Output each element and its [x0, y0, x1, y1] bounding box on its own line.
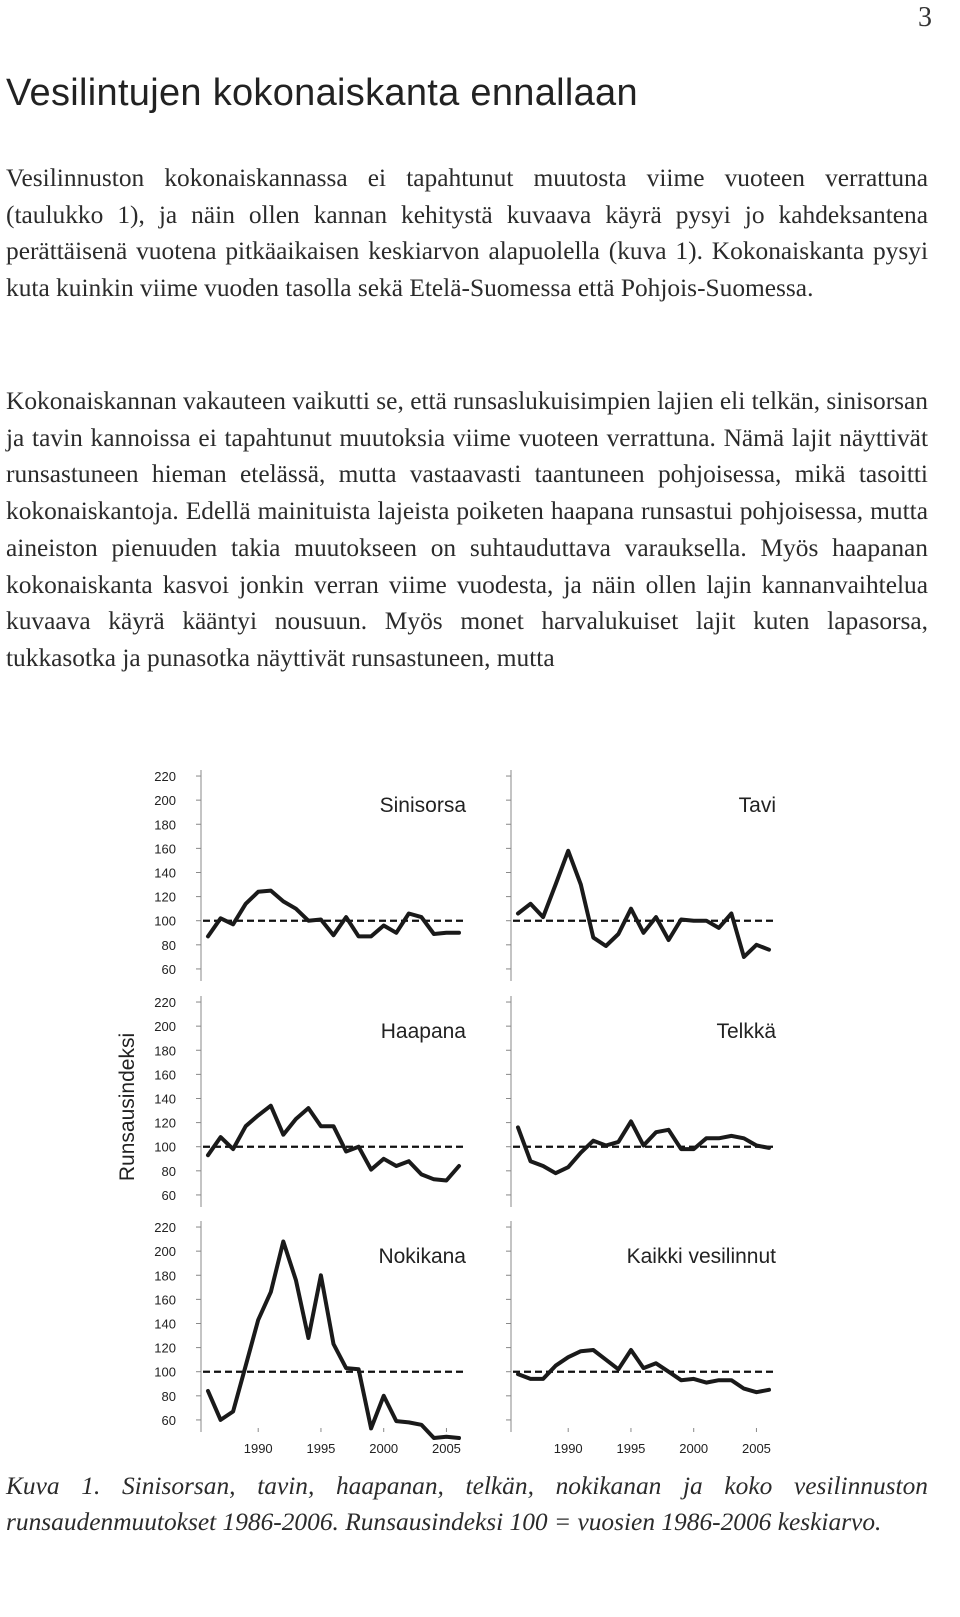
- body-paragraph-2: Kokonaiskannan vakauteen vaikutti se, että runsaslukuisimpien lajien eli telkän, sinisorsan ja tavin kannoissa ei tapahtunut muutoksia viime vuoteen verrattuna. Nämä lajit näyttivät runsastuneen hieman etelässä, mutta vastaavasti taantuneen pohjoisessa, mikä tasoitti kokonaiskantoja. Edellä mainituista lajeista poiketen haapana runsastui pohjoisessa, mutta aineiston pienuuden takia muutokseen on suhtauduttava varauksella. Myös haapanan kokonaiskanta kasvoi jonkin verran viime vuodesta, ja näin ollen lajin kannanvaihtelua kuvaava käyrä kääntyi nousuun. Myös monet harvalukuiset lajit kuten lapasorsa, tukkasotka ja punasotka näyttivät runsastuneen, mutta: [6, 387, 928, 672]
- series-line-nokikana: [208, 1242, 459, 1439]
- series-line-kaikki-vesilinnut: [518, 1350, 769, 1392]
- y-tick-label: 220: [154, 769, 176, 785]
- y-tick-label: 60: [161, 1187, 176, 1203]
- y-tick-label: 140: [154, 865, 176, 881]
- x-tick-label: 2000: [369, 1441, 399, 1456]
- panel-title-tavi: Tavi: [738, 794, 776, 817]
- y-tick-label: 80: [161, 937, 176, 953]
- x-tick-label: 2005: [741, 1441, 771, 1456]
- y-tick-label: 140: [154, 1091, 176, 1107]
- x-tick-label: 2005: [431, 1441, 461, 1456]
- y-tick-label: 180: [154, 1043, 176, 1059]
- y-tick-label: 200: [154, 1019, 176, 1035]
- page-number: 3: [918, 2, 932, 33]
- y-tick-label: 160: [154, 841, 176, 857]
- y-tick-label: 200: [154, 1244, 176, 1260]
- y-tick-label: 180: [154, 817, 176, 833]
- y-tick-label: 100: [154, 913, 176, 929]
- panel-title-sinisorsa: Sinisorsa: [379, 794, 466, 817]
- panel-title-nokikana: Nokikana: [378, 1245, 466, 1268]
- y-tick-label: 200: [154, 793, 176, 809]
- x-tick-label: 1990: [553, 1441, 583, 1456]
- panel-title-telkkä: Telkkä: [716, 1020, 776, 1043]
- y-tick-label: 160: [154, 1292, 176, 1308]
- body-paragraph-1: Vesilinnuston kokonaiskannassa ei tapahtunut muutosta viime vuoteen verrattuna (taulukko 1), ja näin ollen kannan kehitystä kuvaava käyrä pysyi jo kahdeksantena perättäisenä vuotena pitkäaikaisen keskiarvon alapuolella (kuva 1). Kokonaiskanta pysyi kuta kuinkin viime vuoden tasolla sekä Etelä-Suomessa että Pohjois-Suomessa.: [6, 164, 928, 303]
- panel-title-kaikki-vesilinnut: Kaikki vesilinnut: [626, 1245, 776, 1268]
- series-line-tavi: [518, 851, 769, 957]
- y-axis-label: Runsausindeksi: [116, 1032, 139, 1182]
- series-line-sinisorsa: [208, 891, 459, 937]
- y-tick-label: 140: [154, 1316, 176, 1332]
- y-tick-label: 120: [154, 889, 176, 905]
- y-tick-label: 120: [154, 1115, 176, 1131]
- y-tick-label: 60: [161, 1412, 176, 1428]
- y-tick-label: 160: [154, 1067, 176, 1083]
- y-tick-label: 180: [154, 1268, 176, 1284]
- figure-caption: Kuva 1. Sinisorsan, tavin, haapanan, telkän, nokikanan ja koko vesilinnuston runsaudenmuutokset 1986-2006. Runsausindeksi 100 = vuosien 1986-2006 keskiarvo.: [6, 1472, 928, 1536]
- panel-title-haapana: Haapana: [380, 1020, 466, 1043]
- y-tick-label: 220: [154, 995, 176, 1011]
- y-tick-label: 60: [161, 961, 176, 977]
- y-tick-label: 80: [161, 1388, 176, 1404]
- series-line-telkkä: [518, 1121, 769, 1173]
- x-tick-label: 1995: [306, 1441, 336, 1456]
- y-tick-label: 100: [154, 1139, 176, 1155]
- y-tick-label: 100: [154, 1364, 176, 1380]
- section-heading: Vesilintujen kokonaiskanta ennallaan: [6, 72, 638, 114]
- x-tick-label: 1995: [616, 1441, 646, 1456]
- x-tick-label: 1990: [243, 1441, 273, 1456]
- figure-1-line-charts: [0, 760, 960, 1460]
- x-tick-label: 2000: [679, 1441, 709, 1456]
- y-tick-label: 80: [161, 1163, 176, 1179]
- series-line-haapana: [208, 1106, 459, 1181]
- y-tick-label: 220: [154, 1220, 176, 1236]
- y-tick-label: 120: [154, 1340, 176, 1356]
